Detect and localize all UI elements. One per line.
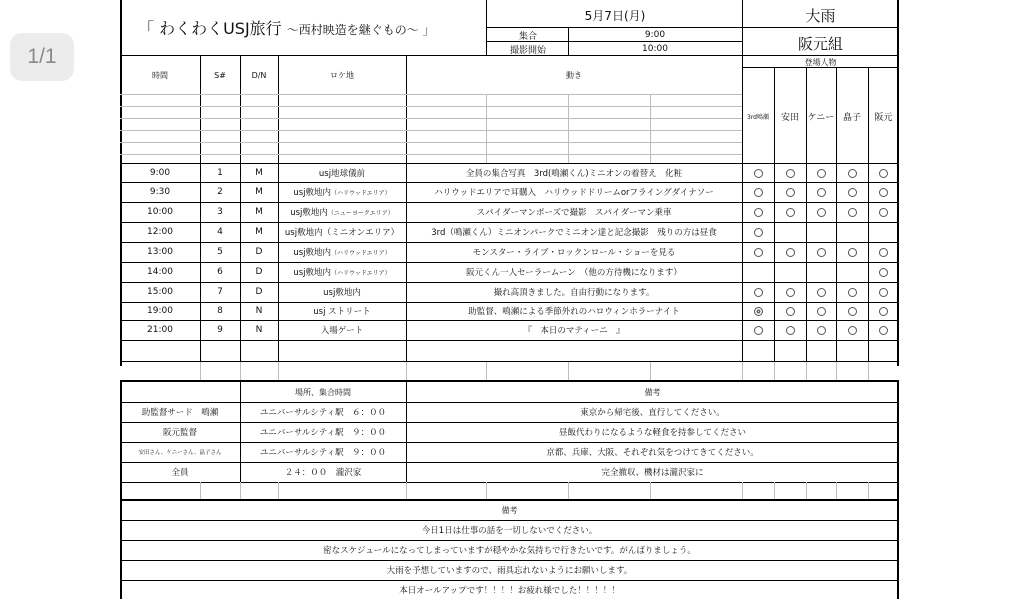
schedule-action: 阪元くん一人セーラームーン （他の方待機になります）	[466, 268, 682, 278]
circle-icon	[754, 248, 763, 257]
schedule-time: 21:00	[147, 325, 173, 335]
circle-icon	[879, 208, 888, 217]
meeting-who: 阪元監督	[162, 428, 197, 438]
schedule-scene: 8	[217, 306, 223, 316]
circle-icon	[848, 248, 857, 257]
circle-icon	[879, 268, 888, 277]
schedule-location	[278, 302, 406, 320]
meeting-note: 京都、兵庫、大阪、それぞれ気をつけてきてください。	[546, 448, 759, 458]
gather-label: 集合	[518, 31, 537, 42]
meeting-notes-header: 備考	[644, 387, 661, 397]
col-scene: S#	[214, 70, 226, 80]
circle-icon	[848, 307, 857, 316]
schedule-action: 全員の集合写真 3rd(鳴瀬くん)ミニオンの着替え 化粧	[465, 169, 683, 179]
cast-mark	[844, 302, 860, 320]
cast-mark	[782, 320, 798, 340]
schedule-dn: M	[255, 168, 263, 178]
schedule-scene: 5	[217, 247, 223, 257]
location-area: （ハリウッドエリア）	[331, 249, 391, 257]
cast-header-1: 3rd鳴瀬	[747, 113, 769, 121]
cast-label: 登場人物	[804, 57, 837, 67]
cast-mark	[750, 182, 766, 202]
schedule-dn: M	[255, 207, 263, 217]
schedule-dn: M	[255, 227, 263, 237]
cast-mark	[813, 302, 829, 320]
location-name: usj敷地内	[290, 208, 328, 218]
schedule-time: 9:00	[149, 168, 171, 178]
cast-mark	[813, 202, 829, 222]
location-name: usj敷地内（ミニオンエリア）	[284, 228, 400, 238]
meeting-note: 昼飯代わりになるような軽食を持参してください	[558, 428, 746, 438]
meeting-who: 全員	[171, 468, 189, 478]
schedule-time: 15:00	[147, 287, 173, 297]
cast-mark	[876, 242, 892, 262]
schedule-location	[278, 282, 406, 302]
schedule-time: 13:00	[147, 247, 173, 257]
remark-line: 密なスケジュールになってしまっていますが穏やかな気持ちで行きたいです。がんばりましょう。	[323, 546, 696, 556]
circle-icon	[817, 307, 826, 316]
meeting-note: 東京から帰宅後、直行してください。	[580, 408, 725, 418]
cast-header-3: ケニー	[807, 112, 835, 123]
circle-icon	[786, 188, 795, 197]
shoot-date: 5月7日(月)	[584, 8, 646, 23]
circle-icon	[786, 288, 795, 297]
schedule-location	[278, 182, 406, 202]
location-name: usj敷地内	[323, 288, 361, 298]
circle-icon	[754, 169, 763, 178]
schedule-dn: N	[255, 325, 263, 335]
schedule-scene: 4	[217, 227, 223, 237]
schedule-time: 14:00	[147, 267, 173, 277]
cast-mark	[876, 302, 892, 320]
title-sub: 〜西村映造を継ぐもの〜 」	[286, 23, 435, 37]
circle-icon	[817, 169, 826, 178]
meeting-place: ユニバーサルシティ駅 ９：００	[259, 448, 387, 458]
schedule-action: モンスター・ライブ・ロックンロール・ショーを見る	[472, 248, 676, 258]
circle-icon	[786, 169, 795, 178]
schedule-scene: 7	[217, 287, 223, 297]
cast-header-4: 皛子	[842, 112, 861, 123]
circle-icon	[754, 326, 763, 335]
schedule-scene: 2	[217, 187, 223, 197]
location-name: usj ストリート	[313, 307, 371, 317]
cast-mark	[813, 164, 829, 182]
schedule-time: 12:00	[147, 227, 173, 237]
circle-icon	[879, 326, 888, 335]
shoot-start-label: 撮影開始	[509, 45, 546, 56]
schedule-scene: 1	[217, 168, 223, 178]
cast-mark	[876, 282, 892, 302]
cast-mark	[876, 164, 892, 182]
cast-mark	[813, 242, 829, 262]
shoot-start-time: 10:00	[642, 44, 668, 54]
schedule-location	[278, 202, 406, 222]
cast-mark	[813, 182, 829, 202]
location-name: 入場ゲート	[320, 326, 364, 336]
cast-mark	[813, 282, 829, 302]
cast-mark	[876, 182, 892, 202]
schedule-location	[278, 242, 406, 262]
meeting-place-header: 場所、集合時間	[295, 387, 351, 397]
circle-icon	[848, 288, 857, 297]
schedule-location	[278, 320, 406, 340]
location-name: usj地球儀前	[318, 169, 366, 179]
circle-icon	[754, 288, 763, 297]
circle-icon	[879, 188, 888, 197]
location-area: （ハリウッドエリア）	[331, 189, 391, 197]
schedule-location	[278, 262, 406, 282]
circle-icon	[754, 228, 763, 237]
remark-line: 大雨を予想していますので、雨具忘れないようにお願いします。	[386, 566, 633, 576]
circle-icon	[817, 188, 826, 197]
schedule-action: 『 本日のマティーニ 』	[523, 326, 625, 336]
cast-mark	[844, 182, 860, 202]
cast-mark	[750, 242, 766, 262]
circle-icon	[754, 307, 763, 316]
schedule-dn: M	[255, 187, 263, 197]
cast-mark	[750, 222, 766, 242]
location-area: （ニューヨークエリア）	[327, 209, 394, 217]
remark-line: 本日オールアップです！！！！お疲れ様でした！！！！！	[399, 586, 620, 596]
schedule-scene: 6	[217, 267, 223, 277]
circle-icon	[817, 288, 826, 297]
schedule-action: 撮れ高頂きました。自由行動になります。	[493, 288, 655, 298]
cast-header-2: 安田	[780, 112, 799, 123]
schedule-dn: D	[255, 267, 263, 277]
circle-icon	[786, 248, 795, 257]
cast-header-5: 阪元	[874, 112, 893, 123]
remark-line: 今日1日は仕事の話を一切しないでください。	[421, 526, 598, 536]
gather-time: 9:00	[644, 30, 666, 40]
cast-mark	[844, 164, 860, 182]
schedule-scene: 9	[217, 325, 223, 335]
circle-icon	[848, 208, 857, 217]
schedule-location	[278, 164, 406, 182]
schedule-location	[278, 222, 406, 242]
col-location: ロケ地	[330, 70, 354, 80]
cast-mark	[782, 182, 798, 202]
location-name: usj敷地内	[293, 188, 332, 198]
circle-icon	[848, 326, 857, 335]
title-main: 「 わくわくUSJ旅行	[138, 19, 282, 38]
cast-mark	[782, 202, 798, 222]
cast-mark	[782, 302, 798, 320]
cast-mark	[750, 302, 766, 320]
remarks-header: 備考	[501, 505, 518, 515]
schedule-time: 9:30	[149, 187, 171, 197]
cast-mark	[844, 282, 860, 302]
sheet-title	[138, 16, 435, 39]
cast-mark	[782, 282, 798, 302]
col-action: 動き	[566, 70, 582, 80]
circle-icon	[754, 188, 763, 197]
circle-icon	[786, 326, 795, 335]
team-name: 阪元組	[797, 34, 843, 53]
cast-mark	[813, 320, 829, 340]
meeting-place: ユニバーサルシティ駅 ９：００	[259, 428, 387, 438]
circle-icon	[848, 188, 857, 197]
weather: 大雨	[805, 6, 836, 25]
meeting-who: 安田さん、ケニーさん、皛子さん	[138, 450, 222, 456]
cast-mark	[750, 282, 766, 302]
schedule-dn: N	[255, 306, 263, 316]
circle-icon	[786, 208, 795, 217]
schedule-action: スパイダーマンポーズで撮影 スパイダーマン乗車	[476, 208, 672, 218]
location-name: usj敷地内	[293, 268, 332, 278]
circle-icon	[817, 248, 826, 257]
circle-icon	[817, 208, 826, 217]
location-name: usj敷地内	[293, 248, 332, 258]
schedule-dn: D	[255, 287, 263, 297]
cast-mark	[782, 242, 798, 262]
meeting-note: 完全撤収、機材は瀧沢家に	[601, 468, 704, 478]
meeting-who: 助監督サード 鳴瀬	[141, 408, 219, 418]
schedule-time: 19:00	[147, 306, 173, 316]
circle-icon	[879, 307, 888, 316]
page-indicator: 1/1	[10, 33, 74, 81]
cast-mark	[750, 202, 766, 222]
cast-mark	[782, 164, 798, 182]
meeting-place: ユニバーサルシティ駅 ６：００	[259, 408, 387, 418]
cast-mark	[844, 202, 860, 222]
schedule-action: 3rd（鳴瀬くん）ミニオンパークでミニオン達と記念撮影 残りの方は昼食	[431, 228, 717, 238]
location-area: （ハリウッドエリア）	[331, 269, 391, 277]
cast-mark	[844, 242, 860, 262]
schedule-dn: D	[255, 247, 263, 257]
circle-icon	[848, 169, 857, 178]
cast-mark	[876, 262, 892, 282]
schedule-action: 助監督、鳴瀬による季節外れのハロウィンホラーナイト	[468, 307, 680, 317]
cast-mark	[876, 320, 892, 340]
cast-mark	[844, 320, 860, 340]
schedule-time: 10:00	[147, 207, 173, 217]
meeting-place: ２４：００ 瀧沢家	[284, 468, 362, 478]
circle-icon	[879, 169, 888, 178]
cast-mark	[750, 320, 766, 340]
call-sheet	[120, 0, 899, 599]
circle-icon	[879, 248, 888, 257]
col-time: 時間	[152, 70, 168, 80]
schedule-action: ハリウッドエリアで耳購入 ハリウッドドリームorフライングダイナソー	[434, 188, 714, 198]
circle-icon	[754, 208, 763, 217]
cast-mark	[750, 164, 766, 182]
circle-icon	[786, 307, 795, 316]
circle-icon	[817, 326, 826, 335]
schedule-scene: 3	[217, 207, 223, 217]
cast-mark	[876, 202, 892, 222]
col-dn: D/N	[251, 70, 267, 80]
circle-icon	[879, 288, 888, 297]
